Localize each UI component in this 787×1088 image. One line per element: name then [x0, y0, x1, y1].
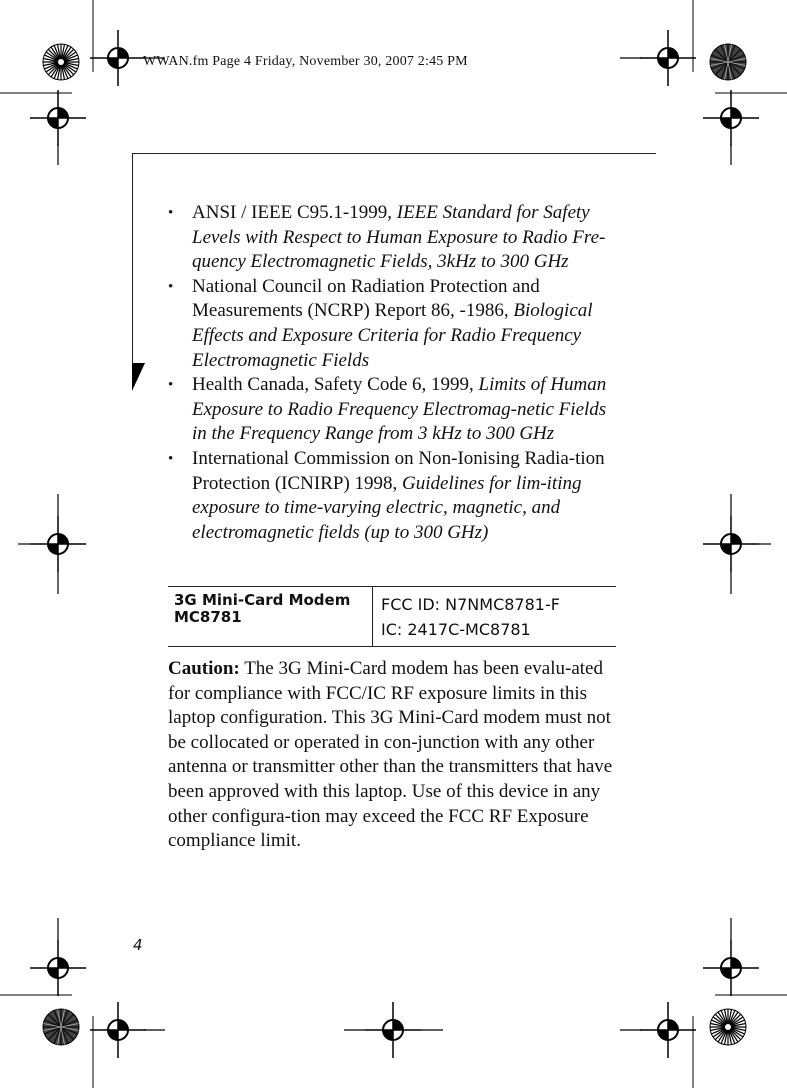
list-item: • National Council on Radiation Protection and Measurements (NCRP) Report 86, -1986, Biological Effects and Exposure Criteria for Radio Frequency Electromagnetic Fields [168, 275, 593, 371]
modem-name-cell: 3G Mini-Card Modem MC8781 [168, 587, 373, 647]
list-item: • ANSI / IEEE C95.1-1999, IEEE Standard for Safety Levels with Respect to Human Exposure to Radio Fre-quency Electromagnetic Fields, 3kHz to 300 GHz [168, 202, 606, 273]
list-item-title: Guidelines for lim-iting exposure to time-varying electric, magnetic, and electromagnetic fields (up to 300 GHz) [192, 472, 582, 543]
list-item-title: Limits of Human Exposure to Radio Frequency Electromag-netic Fields in the Frequency Range from 3 kHz to 300 GHz [192, 374, 607, 445]
list-item-title: Biological Effects and Exposure Criteria for Radio Frequency Electromagnetic Fields [192, 300, 593, 371]
caution-text: The 3G Mini-Card modem has been evalu-ated for compliance with FCC/IC RF exposure limits in this laptop configuration. This 3G Mini-Card modem must not be collocated or operated in con-junction with any other antenna or transmitter other than the transmitters that have been approved with this laptop. Use of this device in any other configura-tion may exceed the FCC RF Exposure compliance limit. [168, 658, 613, 852]
caution-label: Caution: [168, 658, 240, 679]
caution-paragraph [168, 657, 620, 854]
references-list [168, 201, 620, 545]
fcc-id: FCC ID: N7NMC8781-F [381, 595, 560, 614]
list-item-text: Health Canada, Safety Code 6, 1999, [192, 374, 479, 396]
print-header: WWAN.fm Page 4 Friday, November 30, 2007 2:45 PM [143, 54, 468, 69]
references-list-container [168, 201, 620, 545]
list-item-title: IEEE Standard for Safety Levels with Respect to Human Exposure to Radio Fre-quency Electromagnetic Fields, 3kHz to 300 GHz [192, 202, 606, 273]
list-item-text: International Commission on Non-Ionising Radia-tion Protection (ICNIRP) 1998, [192, 447, 605, 494]
top-rule [132, 153, 656, 154]
list-item: • Health Canada, Safety Code 6, 1999, Limits of Human Exposure to Radio Frequency Electromag-netic Fields in the Frequency Range from 3 kHz to 300 GHz [168, 374, 607, 445]
list-item-text: ANSI / IEEE C95.1-1999, [192, 202, 397, 223]
table-row [168, 587, 616, 647]
left-rule [132, 153, 133, 363]
list-item-text: National Council on Radiation Protection and Measurements (NCRP) Report 86, -1986, [192, 275, 540, 322]
ic-id: IC: 2417C-MC8781 [381, 620, 531, 639]
page-number: 4 [133, 936, 143, 954]
modem-id-table [168, 586, 616, 647]
modem-ids-cell [373, 587, 617, 647]
list-item: • International Commission on Non-Ionising Radia-tion Protection (ICNIRP) 1998, Guidelines for lim-iting exposure to time-varying electric, magnetic, and electromagnetic fields (up to 300 GHz) [168, 447, 605, 543]
